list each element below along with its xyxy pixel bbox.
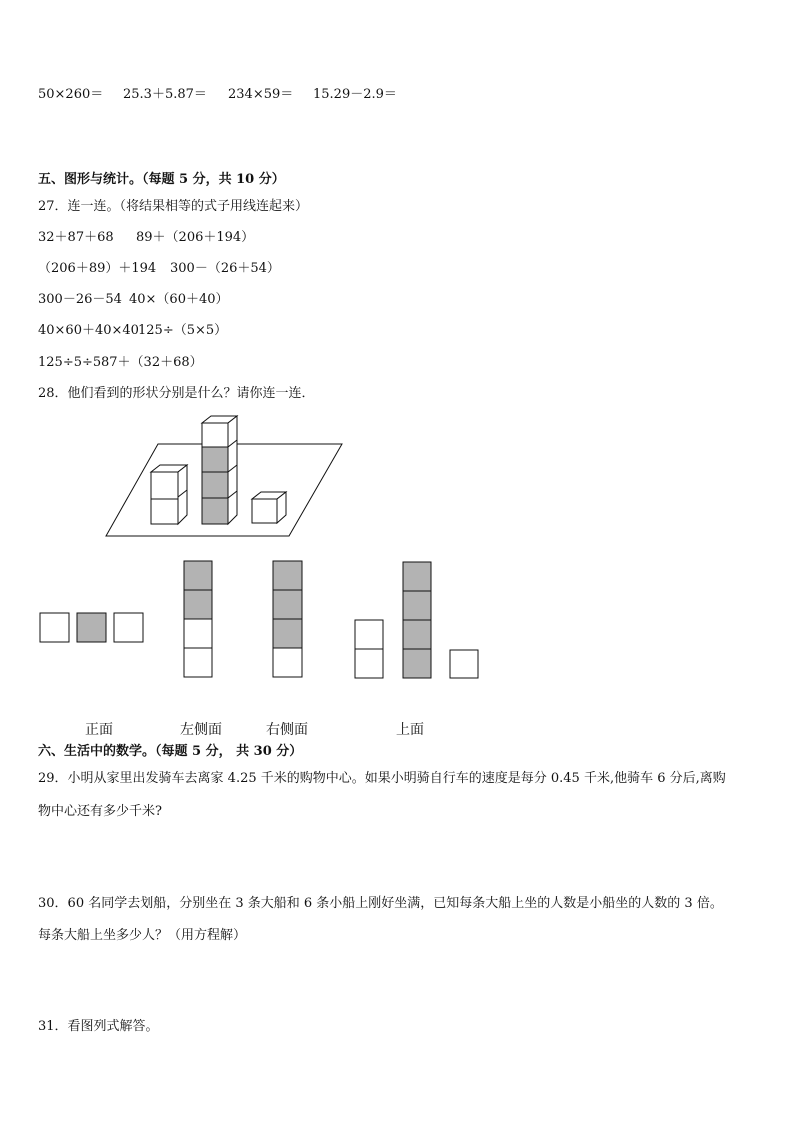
q27-left-1: 32＋87＋68 bbox=[38, 230, 114, 245]
view-option-combined bbox=[355, 562, 478, 678]
question-30-line-2: 每条大船上坐多少人？（用方程解） bbox=[38, 928, 247, 943]
left-cube-stack bbox=[151, 465, 187, 524]
view-option-column-1 bbox=[184, 561, 212, 677]
section-6-title: 六、生活中的数学。（每题 5 分， 共 30 分） bbox=[38, 744, 303, 759]
q27-right-1: 89＋（206＋194） bbox=[136, 230, 255, 245]
cube-views-figure bbox=[0, 405, 794, 695]
section-5-title: 五、图形与统计。（每题 5 分，共 10 分） bbox=[38, 172, 285, 187]
view-option-column-2 bbox=[273, 561, 302, 677]
label-left-side: 左侧面 bbox=[180, 722, 222, 738]
label-top: 上面 bbox=[396, 722, 424, 738]
question-27-title: 27．连一连。（将结果相等的式子用线连起来） bbox=[38, 199, 309, 214]
tall-cube-stack bbox=[202, 416, 237, 524]
question-31-title: 31．看图列式解答。 bbox=[38, 1019, 159, 1034]
calc-item-3: 234×59＝ bbox=[228, 87, 294, 102]
view-option-row bbox=[40, 613, 143, 642]
question-30-line-1: 30．60 名同学去划船，分别坐在 3 条大船和 6 条小船上刚好坐满，已知每条大船上坐的人数是小船坐的人数的 3 倍。 bbox=[38, 896, 723, 911]
q27-right-4: 125÷（5×5） bbox=[138, 323, 228, 338]
q27-left-5: 125÷5÷5 bbox=[38, 355, 102, 370]
q27-left-4: 40×60＋40×40 bbox=[38, 323, 139, 338]
q27-right-5: 87＋（32＋68） bbox=[101, 355, 203, 370]
right-single-cube bbox=[252, 492, 286, 523]
question-29-line-1: 29．小明从家里出发骑车去离家 4.25 千米的购物中心。如果小明骑自行车的速度是每分 0.45 千米,他骑车 6 分后,离购 bbox=[38, 771, 726, 786]
q27-right-2: 300－（26＋54） bbox=[170, 261, 280, 276]
label-right-side: 右侧面 bbox=[266, 722, 308, 738]
question-29-line-2: 物中心还有多少千米? bbox=[38, 804, 162, 819]
question-28-title: 28．他们看到的形状分别是什么？请你连一连． bbox=[38, 386, 315, 401]
label-front: 正面 bbox=[85, 722, 113, 738]
q27-right-3: 40×（60＋40） bbox=[129, 292, 229, 307]
q27-left-2: （206＋89）＋194 bbox=[38, 261, 157, 276]
calc-item-2: 25.3＋5.87＝ bbox=[123, 87, 207, 102]
q27-left-3: 300－26－54 bbox=[38, 292, 122, 307]
calc-item-4: 15.29－2.9＝ bbox=[313, 87, 397, 102]
calc-item-1: 50×260＝ bbox=[38, 87, 104, 102]
